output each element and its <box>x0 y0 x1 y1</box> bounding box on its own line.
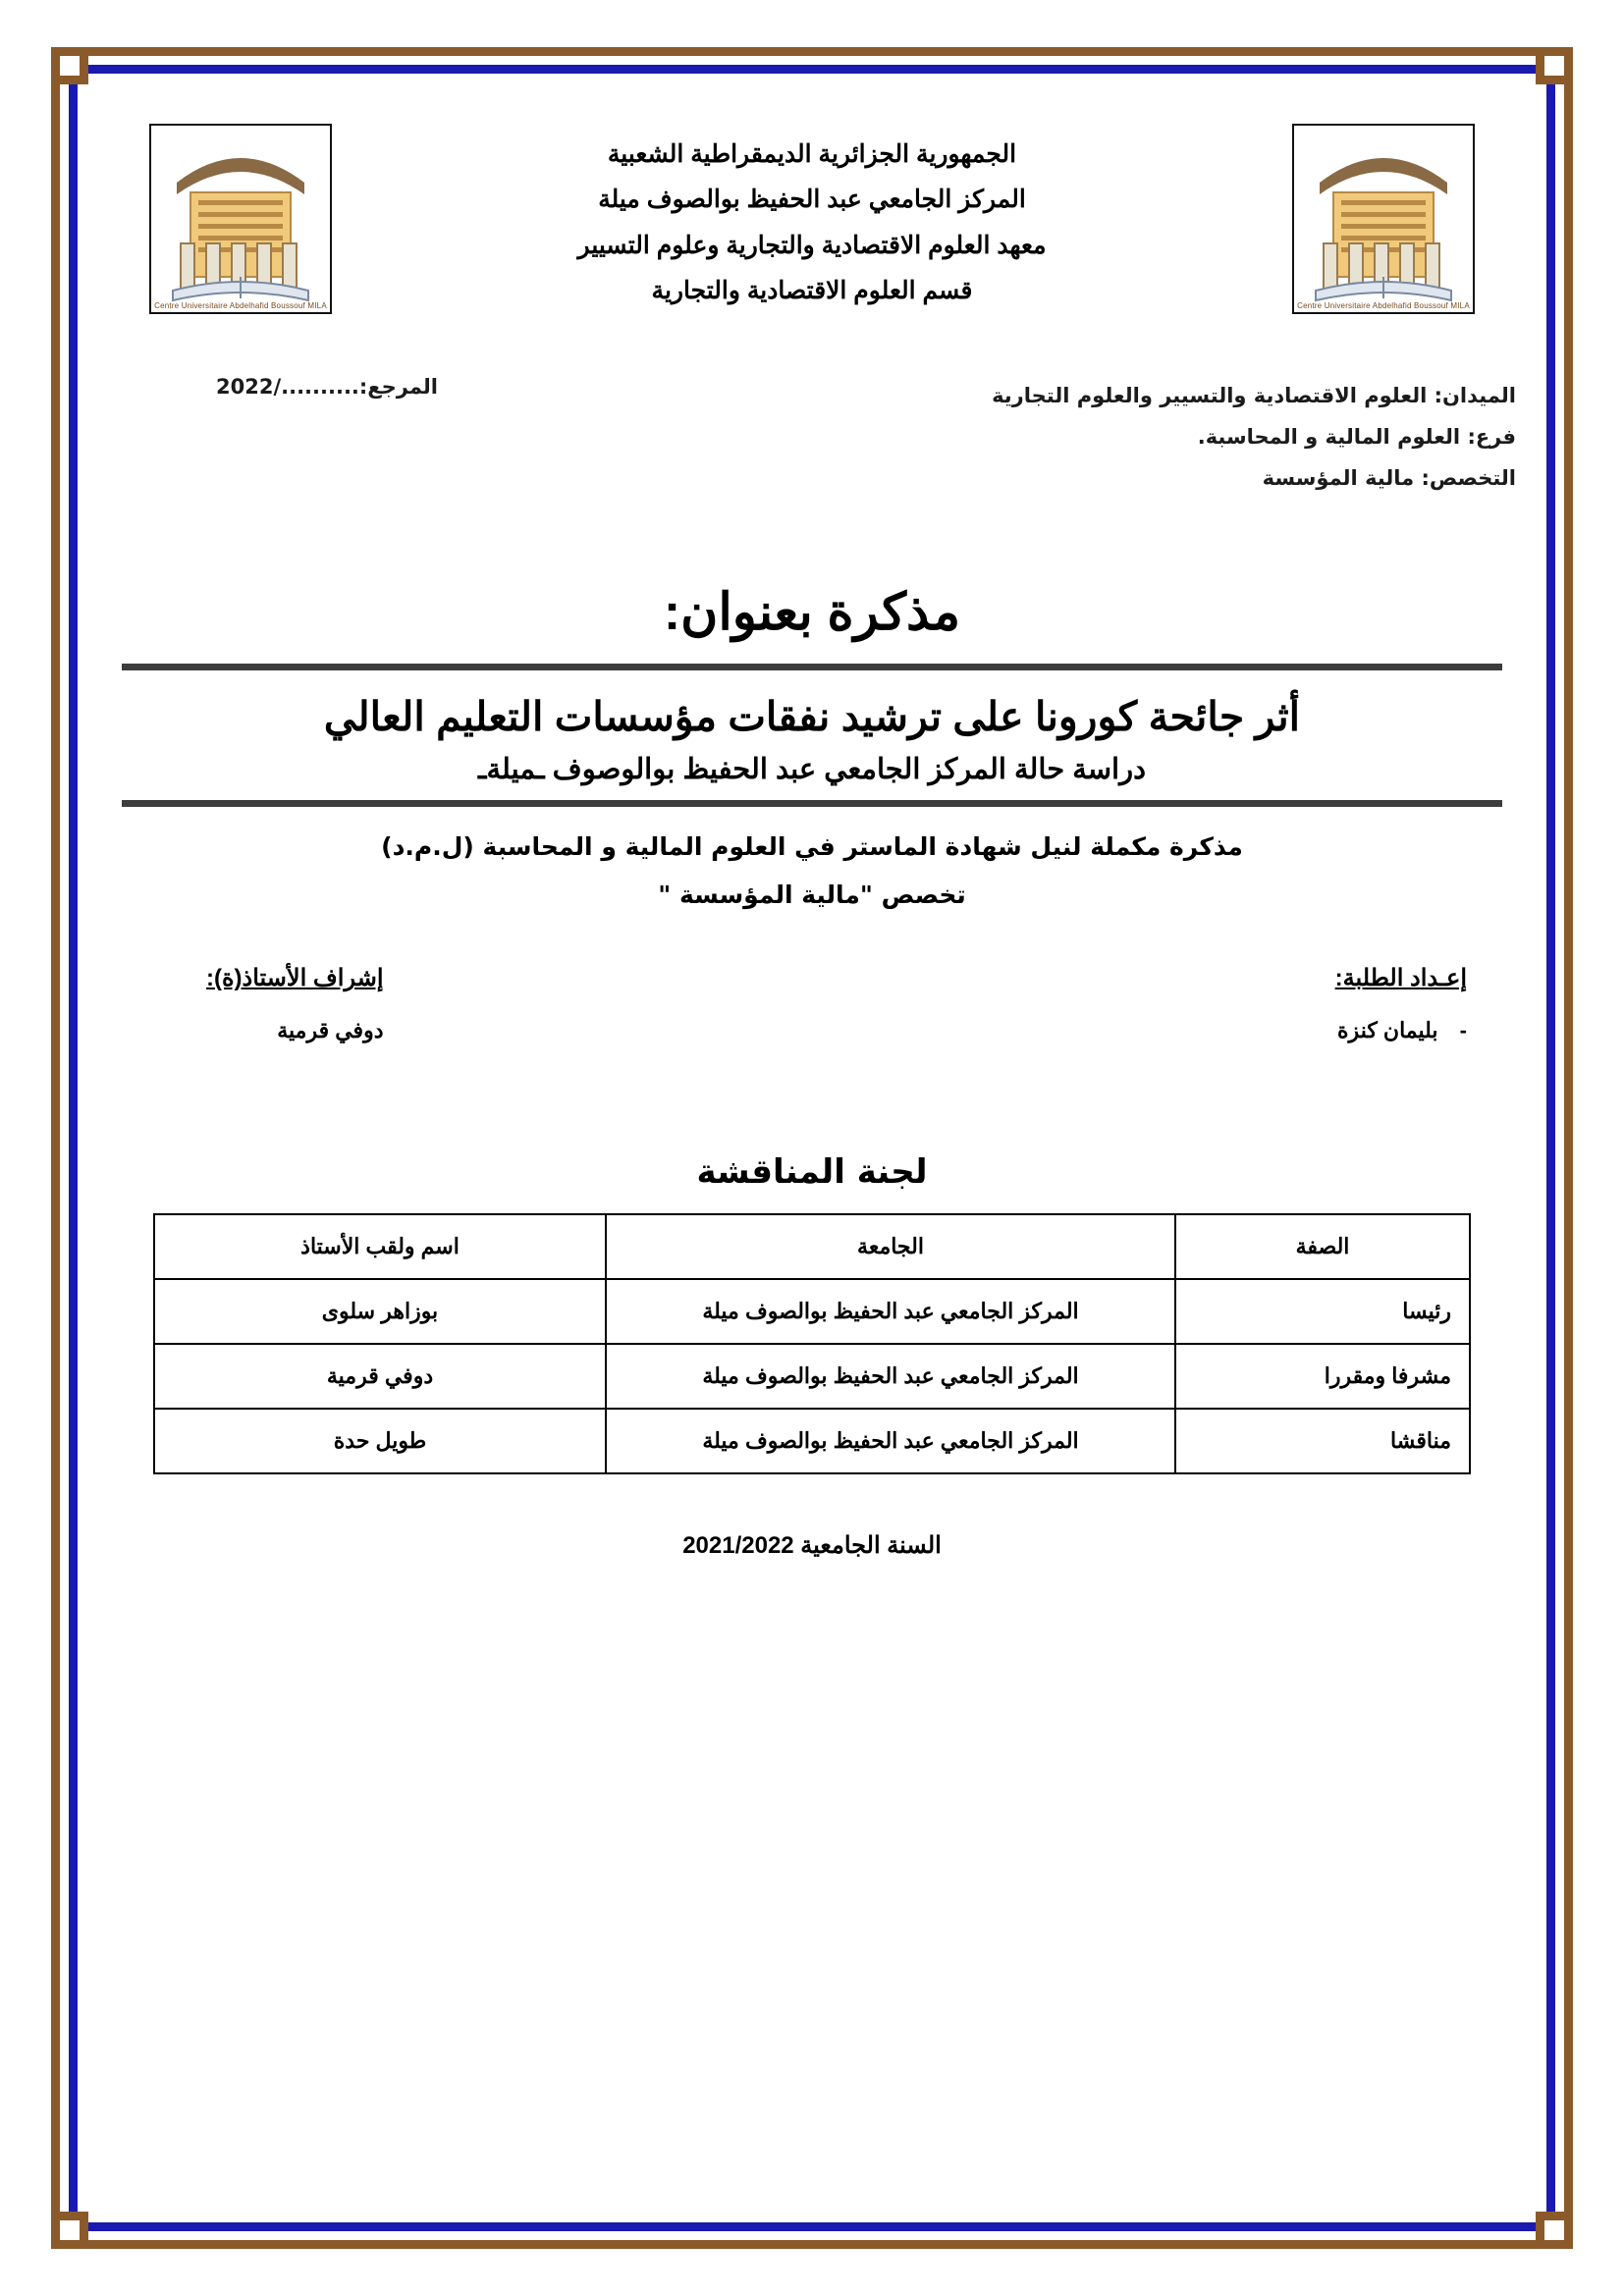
heading-line-university: المركز الجامعي عبد الحفيظ بوالصوف ميلة <box>598 186 1026 214</box>
university-logo-left <box>149 124 332 314</box>
supervisor-name: دوفي قرمية <box>277 1018 384 1043</box>
student-bullet: - <box>1459 1018 1467 1043</box>
cell-name: بوزاهر سلوى <box>154 1279 606 1344</box>
cell-university: المركز الجامعي عبد الحفيظ بوالصوف ميلة <box>606 1279 1175 1344</box>
thesis-subtitle: دراسة حالة المركز الجامعي عبد الحفيظ بوالوصوف ـميلةـ <box>477 754 1147 786</box>
logo-caption-left: Centre Universitaire Abdelhafid Boussouf MILA <box>154 301 327 310</box>
cell-name: طويل حدة <box>154 1409 606 1473</box>
university-emblem-icon <box>1294 126 1473 312</box>
cell-name: دوفي قرمية <box>154 1344 606 1409</box>
heading-line-country: الجمهورية الجزائرية الديمقراطية الشعبية <box>607 140 1017 168</box>
title-rule-top <box>122 664 1502 670</box>
heading-line-institute: معهد العلوم الاقتصادية والتجارية وعلوم التسيير <box>577 231 1047 259</box>
supervisor-column <box>206 964 384 1043</box>
thesis-title: أثر جائحة كورونا على ترشيد نفقات مؤسسات التعليم العالي <box>323 694 1301 739</box>
field-speciality: التخصص: مالية المؤسسة <box>1262 466 1516 490</box>
jury-table <box>153 1213 1471 1474</box>
university-logo-right <box>1292 124 1475 314</box>
heading-line-department: قسم العلوم الاقتصادية والتجارية <box>651 276 973 304</box>
field-branch: فرع: العلوم المالية و المحاسبة. <box>1197 425 1516 449</box>
university-emblem-icon <box>151 126 330 312</box>
field-domain: الميدان: العلوم الاقتصادية والتسيير والعلوم التجارية <box>992 384 1516 407</box>
cell-university: المركز الجامعي عبد الحفيظ بوالصوف ميلة <box>606 1344 1175 1409</box>
reference-right-column <box>992 375 1516 499</box>
students-heading: إعـداد الطلبة: <box>1334 965 1467 992</box>
cell-university: المركز الجامعي عبد الحفيظ بوالصوف ميلة <box>606 1409 1175 1473</box>
page-content <box>98 94 1526 2202</box>
cell-role: مناقشا <box>1175 1409 1470 1473</box>
document-header <box>98 124 1526 349</box>
border-corner-bottom-right <box>1536 2212 1573 2249</box>
column-header-name: اسم ولقب الأستاذ <box>154 1214 606 1279</box>
table-row <box>154 1344 1470 1409</box>
table-row <box>154 1279 1470 1344</box>
jury-heading: لجنة المناقشة <box>696 1152 928 1193</box>
cell-role: رئيسا <box>1175 1279 1470 1344</box>
border-corner-top-left <box>51 47 88 84</box>
student-name: بليمان كنزة <box>1337 1018 1438 1043</box>
reference-block <box>98 375 1526 532</box>
speciality-statement: تخصص "مالية المؤسسة " <box>658 881 966 910</box>
table-row <box>154 1409 1470 1473</box>
academic-year: السنة الجامعية 2021/2022 <box>682 1532 942 1560</box>
border-corner-top-right <box>1536 47 1573 84</box>
column-header-role: الصفة <box>1175 1214 1470 1279</box>
student-entry <box>1335 1018 1467 1043</box>
column-header-university: الجامعة <box>606 1214 1175 1279</box>
title-rule-bottom <box>122 800 1502 807</box>
students-column <box>1335 964 1467 1043</box>
jury-table-header-row <box>154 1214 1470 1279</box>
cell-role: مشرفا ومقررا <box>1175 1344 1470 1409</box>
supervisor-heading: إشراف الأستاذ(ة): <box>206 965 384 992</box>
people-block <box>98 964 1526 1111</box>
logo-caption-right: Centre Universitaire Abdelhafid Boussouf MILA <box>1297 301 1470 310</box>
degree-statement: مذكرة مكملة لنيل شهادة الماستر في العلوم المالية و المحاسبة (ل.م.د) <box>381 832 1243 862</box>
field-reference-number: المرجع:........../2022 <box>216 375 439 399</box>
border-corner-bottom-left <box>51 2212 88 2249</box>
memo-label: مذكرة بعنوان: <box>663 584 961 641</box>
